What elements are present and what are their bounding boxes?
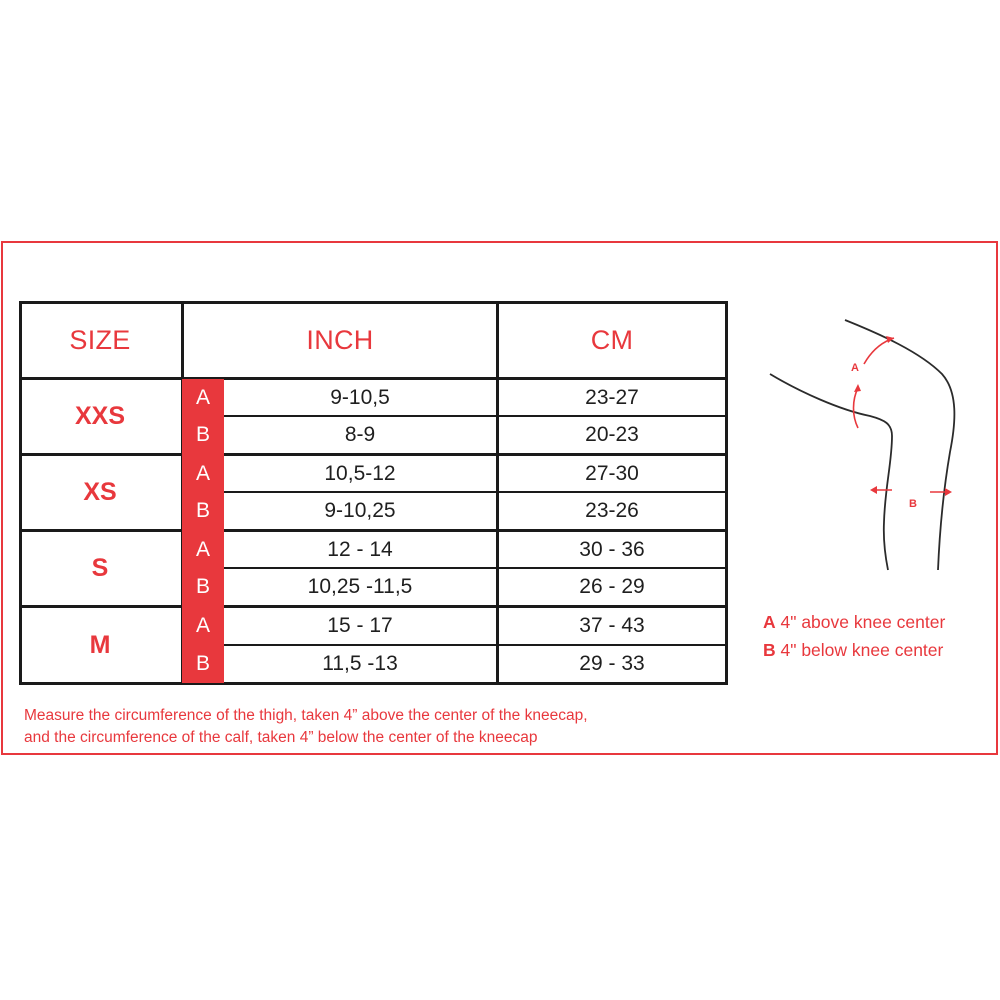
tag-b: B <box>195 423 210 446</box>
leg-outline-back <box>770 374 892 570</box>
size-table <box>19 301 728 685</box>
arrow-a-top <box>864 338 894 364</box>
note-line-2: and the circumference of the calf, taken 4” below the center of the kneecap <box>24 729 538 746</box>
cm-value: 27-30 <box>585 461 639 485</box>
cm-value: 26 - 29 <box>579 575 645 598</box>
tag-a: A <box>195 537 210 561</box>
cm-value: 20-23 <box>585 423 639 446</box>
tag-b: B <box>195 499 210 522</box>
diagram-label-a: A <box>851 362 859 374</box>
legend-b-text: 4" below knee center <box>780 640 944 660</box>
arrow-head-icon <box>870 486 877 494</box>
header-cm: CM <box>590 325 634 355</box>
legend-b-letter: B <box>763 640 776 660</box>
table-border-right <box>725 301 728 685</box>
note-line-1: Measure the circumference of the thigh, taken 4” above the center of the kneecap, <box>24 707 588 724</box>
cm-value: 30 - 36 <box>579 537 645 561</box>
cm-value: 37 - 43 <box>579 614 645 637</box>
header-inch: INCH <box>306 325 374 355</box>
inch-value: 11,5 -13 <box>322 652 398 675</box>
tag-a: A <box>195 614 210 637</box>
arrow-head-icon <box>854 384 861 392</box>
measurement-note <box>24 705 744 749</box>
arrow-a-side <box>854 388 859 428</box>
legend-a <box>763 612 945 633</box>
size-label-xxs: XXS <box>74 402 126 430</box>
size-label-xs: XS <box>83 478 117 506</box>
inch-value: 10,5-12 <box>324 461 396 485</box>
legend-b <box>763 640 943 661</box>
legend-a-text: 4" above knee center <box>780 612 946 632</box>
size-label-s: S <box>91 554 109 582</box>
cm-value: 23-26 <box>585 499 639 522</box>
inch-value: 9-10,25 <box>324 499 396 522</box>
cm-value: 29 - 33 <box>579 652 645 675</box>
size-label-m: M <box>89 630 111 659</box>
tag-b: B <box>195 652 210 675</box>
header-size: SIZE <box>69 325 131 355</box>
inch-value: 10,25 -11,5 <box>307 575 413 598</box>
diagram-label-b: B <box>909 498 917 510</box>
inch-value: 12 - 14 <box>327 537 393 561</box>
leg-outline-front <box>845 320 954 570</box>
inch-value: 15 - 17 <box>327 614 393 637</box>
inch-value: 9-10,5 <box>330 385 390 409</box>
table-border-bottom <box>19 682 728 685</box>
tag-a: A <box>195 461 210 485</box>
arrow-head-icon <box>945 488 952 496</box>
tag-b: B <box>195 575 210 598</box>
cm-value: 23-27 <box>585 385 639 409</box>
inch-value: 8-9 <box>344 423 376 446</box>
knee-measurement-illustration <box>760 312 960 572</box>
legend-a-letter: A <box>763 612 776 632</box>
tag-a: A <box>195 385 210 409</box>
